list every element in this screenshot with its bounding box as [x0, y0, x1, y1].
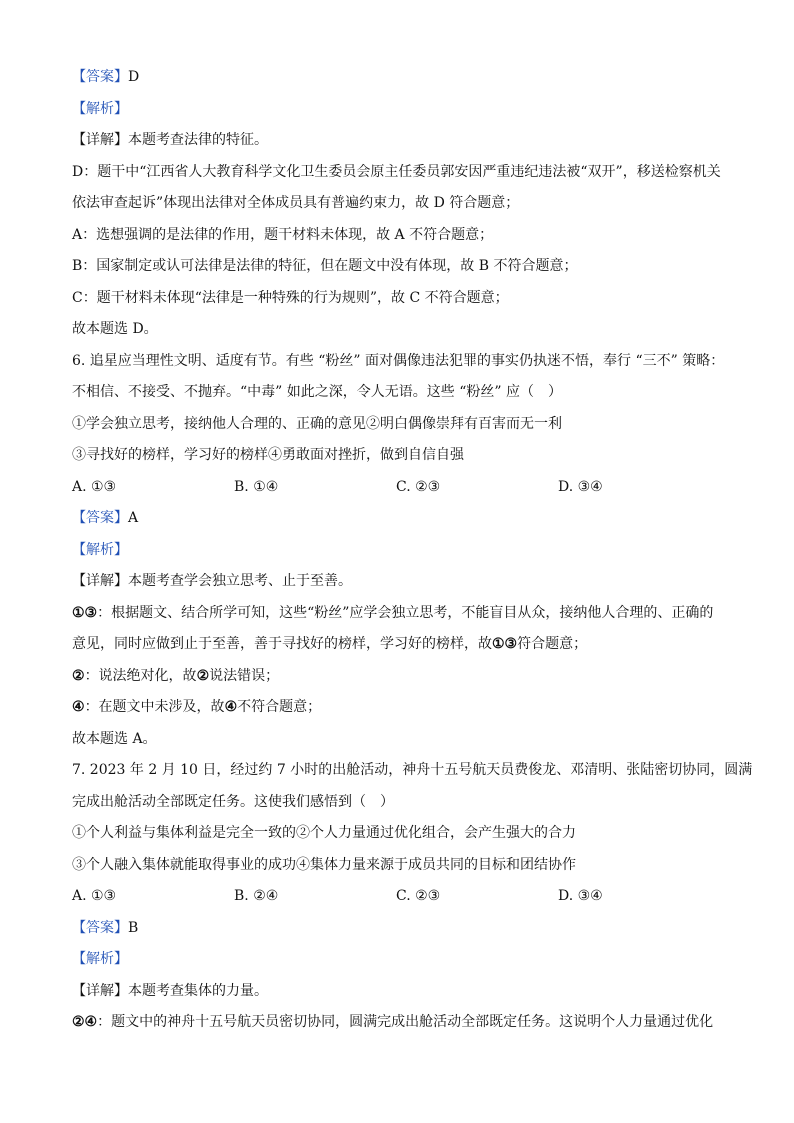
item-label: ②④: [72, 1014, 98, 1030]
option-b: B. ②④: [234, 888, 279, 904]
q6-items-line2: ③寻找好的榜样，学习好的榜样④勇敢面对挫折，做到自信自强: [72, 447, 464, 463]
option-b: B. ①④: [234, 478, 279, 495]
q6-items-line1: ①学会独立思考，接纳他人合理的、正确的意见②明白偶像崇拜有百害而无一利: [72, 415, 562, 432]
q5-explanation-b: B：国家制定或认可法律是法律的特征，但在题文中没有体现，故 B 不符合题意；: [72, 258, 578, 274]
q6-explanation-2: [72, 661, 732, 693]
item-label: ②: [72, 667, 85, 684]
explanation-text: ：说法绝对化，故: [84, 667, 197, 684]
q6-conclusion: 故本题选 A。: [72, 730, 157, 747]
answer-value: D: [128, 69, 140, 85]
explanation-text: 说法错误；: [209, 667, 280, 684]
item-label: ①③: [72, 604, 98, 621]
q5-conclusion: 故本题选 D。: [72, 321, 158, 337]
q7-explanation-24: [72, 1007, 732, 1039]
answer-tag: 【答案】: [72, 510, 128, 526]
explanation-text: ：在题文中未涉及，故: [84, 699, 225, 715]
detail-tag: 【详解】: [72, 573, 128, 589]
option-d: D. ③④: [558, 478, 603, 495]
analysis-tag: 【解析】: [72, 541, 128, 558]
q6-analysis-line: [72, 535, 732, 567]
item-label: ①③: [492, 636, 518, 652]
option-a: A. ①③: [72, 478, 117, 495]
q7-detail-line: [72, 976, 732, 1008]
detail-text: 本题考查集体的力量。: [128, 982, 268, 999]
q6-detail-line: [72, 566, 732, 598]
explanation-text: ：根据题文、结合所学可知，这些“粉丝”应学会独立思考，不能盲目从众，接纳他人合理的、正确的: [97, 604, 714, 621]
q6-explanation-13-line1: [72, 598, 732, 630]
q5-answer-line: [72, 62, 732, 94]
q5-explanation-c: C：题干材料未体现“法律是一种特殊的行为规则”，故 C 不符合题意；: [72, 289, 509, 306]
item-label: ④: [72, 699, 85, 715]
q7-answer-line: [72, 913, 732, 945]
q5-explanation-d-line1: D：题干中“江西省人大教育科学文化卫生委员会原主任委员郭安因严重违纪违法被“双开”，移送检察机关: [72, 163, 721, 180]
answer-tag: 【答案】: [72, 919, 128, 936]
option-c: C. ②③: [396, 478, 441, 495]
detail-text: 本题考查学会独立思考、止于至善。: [128, 573, 352, 589]
detail-tag: 【详解】: [72, 132, 128, 148]
document-page: [72, 62, 753, 1039]
explanation-text: ：题文中的神舟十五号航天员密切协同，圆满完成出舱活动全部既定任务。这说明个人力量通过优化: [97, 1014, 714, 1030]
q6-explanation-13-line2: [72, 629, 732, 661]
q7-items-line1: ①个人利益与集体利益是完全一致的②个人力量通过优化组合，会产生强大的合力: [72, 825, 576, 841]
detail-text: 本题考查法律的特征。: [128, 132, 268, 148]
q7-analysis-line: [72, 944, 732, 976]
option-d: D. ③④: [558, 888, 603, 904]
analysis-tag: 【解析】: [72, 951, 128, 967]
q6-stem-line1: 6. 追星应当理性文明、适度有节。有些 “粉丝” 面对偶像违法犯罪的事实仍执迷不悟，奉行 “三不” 策略：: [72, 352, 725, 369]
q5-analysis-line: [72, 94, 732, 126]
q7-options: [72, 881, 732, 913]
answer-tag: 【答案】: [72, 69, 128, 85]
q5-detail-line: [72, 125, 732, 157]
q6-answer-line: [72, 503, 732, 535]
analysis-tag: 【解析】: [72, 100, 128, 117]
q7-stem-line1: 7. 2023 年 2 月 10 日，经过约 7 小时的出舱活动，神舟十五号航天员费俊龙、邓清明、张陆密切协同，圆满: [72, 762, 753, 778]
item-label: ②: [196, 667, 210, 684]
q5-explanation-a: A：选想强调的是法律的作用，题干材料未体现，故 A 不符合题意；: [72, 226, 494, 243]
explanation-text: 意见，同时应做到止于至善，善于寻找好的榜样，学习好的榜样，故: [72, 636, 492, 652]
q6-stem-line2: 不相信、不接受、不抛弃。“中毒” 如此之深，令人无语。这些 “粉丝” 应（ ）: [72, 384, 562, 400]
answer-value: B: [128, 919, 139, 936]
q6-explanation-4: [72, 692, 732, 724]
q5-explanation-d-line2: 依法审查起诉”体现出法律对全体成员具有普遍约束力，故 D 符合题意；: [72, 195, 520, 211]
answer-value: A: [128, 510, 139, 526]
q7-stem-line2: 完成出舱活动全部既定任务。这使我们感悟到（ ）: [72, 793, 394, 810]
explanation-text: 符合题意；: [517, 636, 588, 652]
option-c: C. ②③: [396, 888, 441, 904]
explanation-text: 不符合题意；: [237, 699, 322, 715]
q7-items-line2: ③个人融入集体就能取得事业的成功④集体力量来源于成员共同的目标和团结协作: [72, 856, 576, 873]
option-a: A. ①③: [72, 888, 117, 904]
item-label: ④: [224, 699, 238, 715]
detail-tag: 【详解】: [72, 982, 128, 999]
q6-options: [72, 472, 732, 504]
